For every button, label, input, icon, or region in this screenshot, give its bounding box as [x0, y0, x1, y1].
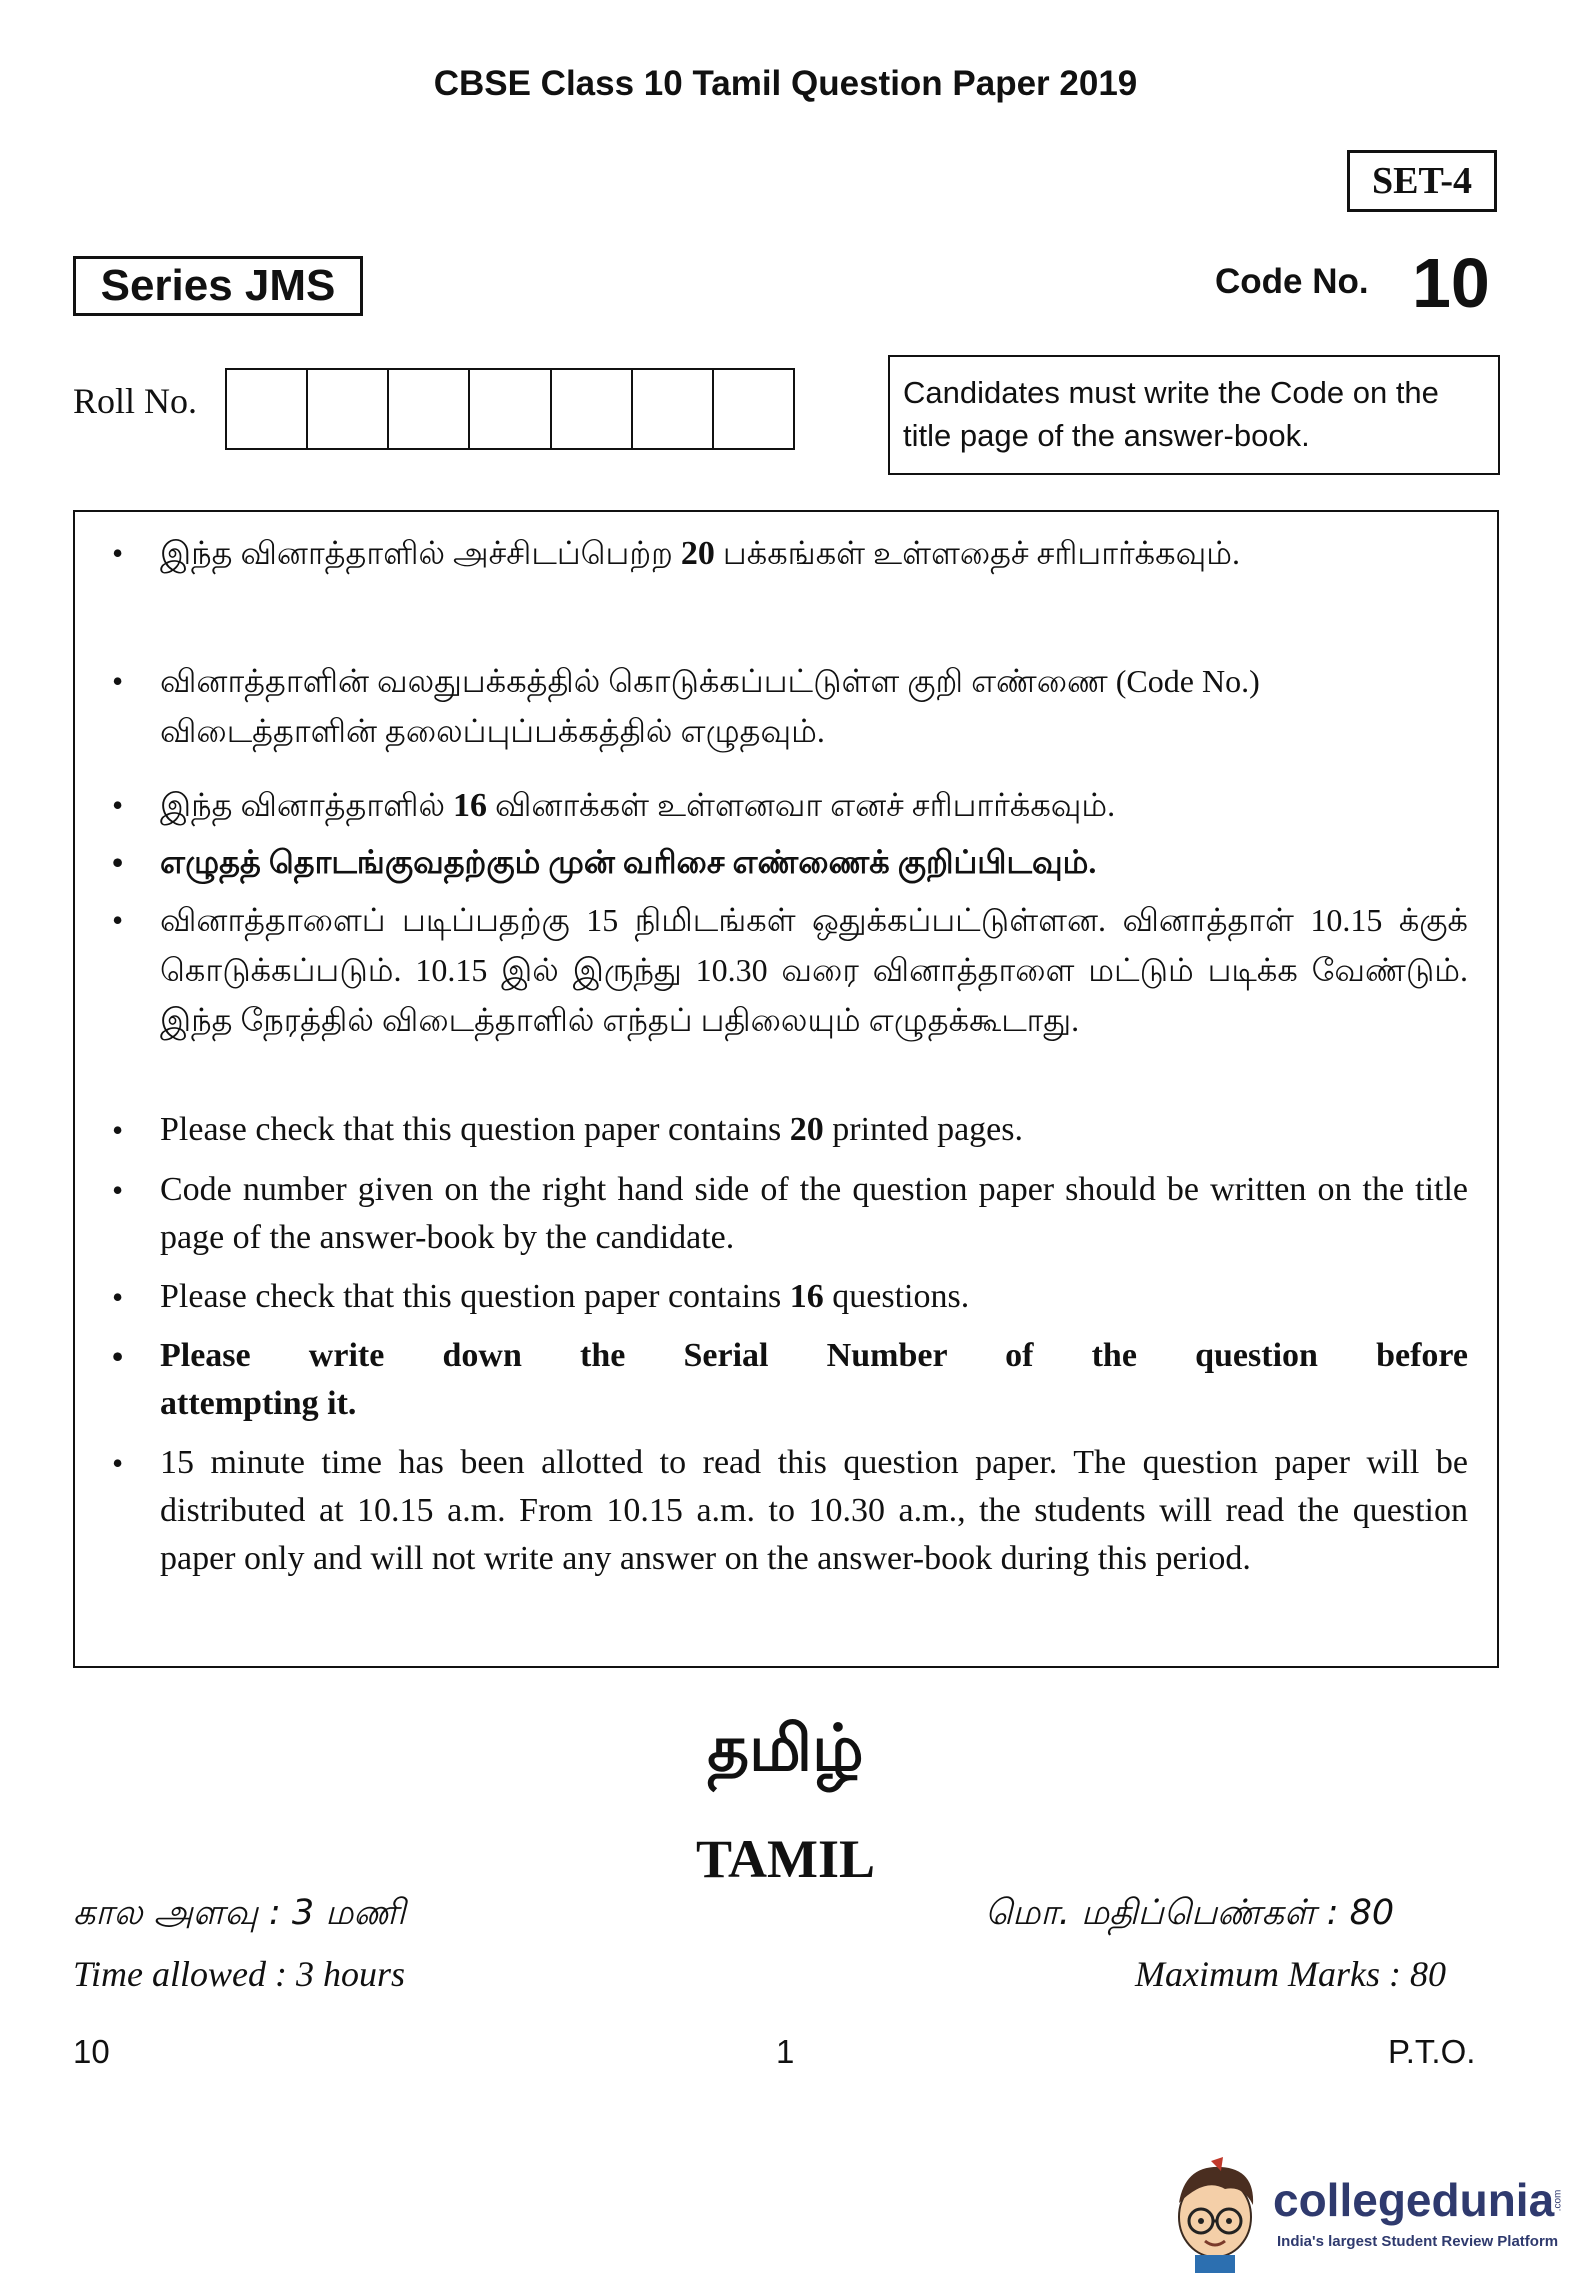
- instruction-number: 20: [680, 535, 715, 572]
- set-label: SET-4: [1372, 160, 1472, 202]
- instruction-text: எழுதத் தொடங்குவதற்கும் முன் வரிசை எண்ணைக் குறிப்பிடவும்.: [160, 844, 1097, 880]
- instruction-tamil-1: [112, 528, 1468, 578]
- bullet-icon: •: [112, 902, 124, 938]
- bullet-icon: •: [112, 1112, 124, 1148]
- instruction-english-3: [112, 1273, 1468, 1321]
- roll-number-label: Roll No.: [73, 381, 198, 421]
- collegedunia-watermark: [1165, 2155, 1565, 2275]
- instruction-english-1: [112, 1106, 1468, 1154]
- bullet-icon: •: [112, 844, 124, 880]
- series-label: Series JMS: [100, 261, 336, 310]
- instruction-text: questions.: [823, 1278, 970, 1315]
- code-label: Code No.: [1215, 262, 1369, 301]
- subject-title-english: TAMIL: [695, 1829, 875, 1889]
- instruction-english-2: [112, 1166, 1468, 1262]
- roll-number-box: [470, 370, 551, 448]
- instruction-text: வினாக்கள் உள்ளனவா எனச் சரிபார்க்கவும்.: [487, 787, 1116, 823]
- instruction-text: வினாத்தாளைப் படிப்பதற்கு 15 நிமிடங்கள் ஒதுக்கப்பட்டுள்ளன. வினாத்தாள் 10.15 க்குக் கொடுக்கப்படும். 10.15 இல் இருந்து 10.30 வரை வினாத்தாளை மட்டும் படிக்க வேண்டும். இந்த நேரத்தில் விடைத்தாளில் எந்தப் பதிலையும் எழுதக்கூடாது.: [160, 902, 1468, 1038]
- instruction-text: Please write down the Serial Number of the question before: [160, 1337, 1468, 1374]
- instruction-number: 16: [453, 787, 487, 824]
- bullet-icon: •: [112, 787, 124, 823]
- series-badge: [73, 256, 363, 316]
- instruction-text: Code number given on the right hand side of the question paper should be written on the title page of the answer-book by the candidate.: [160, 1171, 1468, 1256]
- footer-page-number: 1: [776, 2033, 795, 2070]
- footer-code: 10: [73, 2033, 110, 2070]
- instruction-tamil-4: [112, 837, 1468, 887]
- instruction-text: 15 minute time has been allotted to read this question paper. The question paper will be distributed at 10.15 a.m. From 10.15 a.m. to 10.30 a.m., the students will read the question paper only and will not write any answer on the answer-book during this period.: [160, 1444, 1468, 1577]
- roll-number-grid: [225, 368, 795, 450]
- instruction-text: வினாத்தாளின் வலதுபக்கத்தில் கொடுக்கப்பட்டுள்ள குறி எண்ணை (Code No.) விடைத்தாளின் தலைப்புப்பக்கத்தில் எழுதவும்.: [160, 663, 1260, 749]
- paper-title: CBSE Class 10 Tamil Question Paper 2019: [433, 64, 1138, 103]
- instruction-english-4: [112, 1332, 1468, 1428]
- maximum-marks-english: Maximum Marks : 80: [1135, 1954, 1446, 1994]
- instruction-tamil-5: [112, 895, 1468, 1045]
- roll-number-box: [714, 370, 793, 448]
- instruction-text: attempting it.: [160, 1385, 357, 1422]
- maximum-marks-tamil: மொ. மதிப்பெண்கள் : 80: [985, 1893, 1395, 1933]
- instruction-tamil-2: [112, 656, 1468, 756]
- candidate-note: Candidates must write the Code on the title page of the answer-book.: [903, 375, 1439, 453]
- roll-number-box: [633, 370, 714, 448]
- brand-tagline: India's largest Student Review Platform: [1277, 2233, 1559, 2250]
- time-allowed-english: Time allowed : 3 hours: [73, 1954, 406, 1994]
- instruction-text: பக்கங்கள் உள்ளதைச் சரிபார்க்கவும்.: [714, 535, 1240, 571]
- instruction-tamil-3: [112, 780, 1468, 830]
- roll-number-box: [308, 370, 389, 448]
- instruction-text: இந்த வினாத்தாளில்: [160, 787, 453, 823]
- roll-number-box: [227, 370, 308, 448]
- instruction-number: 20: [789, 1111, 824, 1148]
- bullet-icon: •: [112, 1172, 124, 1208]
- bullet-icon: •: [112, 1445, 124, 1481]
- instruction-text: printed pages.: [823, 1111, 1023, 1148]
- time-allowed-tamil: கால அளவு : 3 மணி: [73, 1893, 406, 1933]
- roll-number-box: [552, 370, 633, 448]
- instruction-english-5: [112, 1439, 1468, 1583]
- instructions-box: [73, 510, 1499, 1668]
- bullet-icon: •: [112, 1279, 124, 1315]
- candidate-note-box: [888, 355, 1500, 475]
- bullet-icon: •: [112, 663, 124, 699]
- brand-tld: .com: [1552, 2189, 1564, 2212]
- brand-name: collegedunia: [1273, 2174, 1555, 2226]
- roll-number-box: [389, 370, 470, 448]
- code-value: 10: [1412, 244, 1490, 322]
- footer-pto: P.T.O.: [1388, 2033, 1476, 2070]
- bullet-icon: •: [112, 535, 124, 571]
- set-badge: [1347, 150, 1497, 212]
- instruction-text: இந்த வினாத்தாளில் அச்சிடப்பெற்ற: [160, 535, 681, 571]
- instruction-text: Please check that this question paper contains: [160, 1278, 790, 1315]
- mascot-icon: [1165, 2155, 1270, 2275]
- instruction-number: 16: [789, 1278, 824, 1315]
- instruction-text: Please check that this question paper contains: [160, 1111, 790, 1148]
- bullet-icon: •: [112, 1338, 124, 1374]
- subject-title-tamil: தமிழ்: [707, 1712, 864, 1786]
